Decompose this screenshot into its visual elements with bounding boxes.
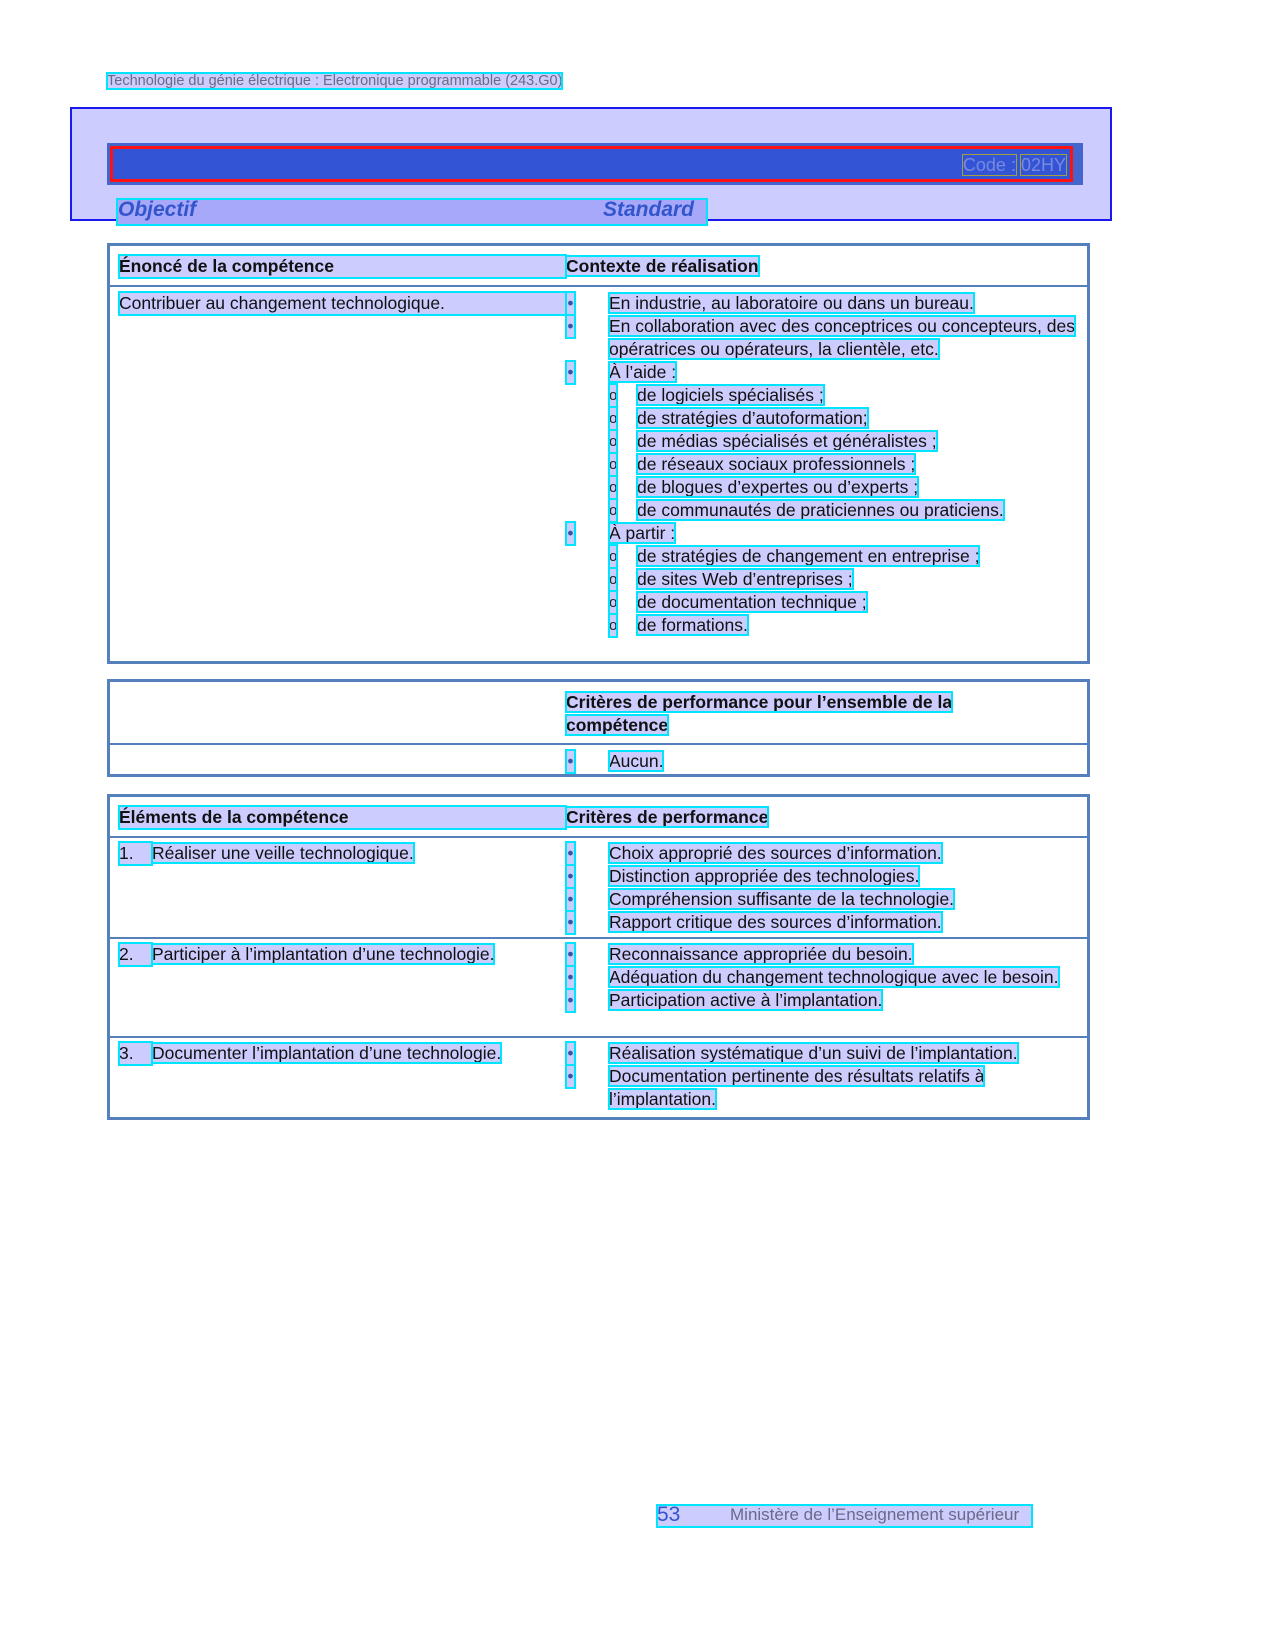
sub-list-item-text: de logiciels spécialisés ; (637, 385, 824, 405)
bullet-icon: • (567, 362, 574, 382)
table-row (110, 939, 1087, 1038)
running-header: Technologie du génie électrique : Électronique programmable (243.G0) (107, 73, 563, 89)
sub-list-item (566, 430, 1087, 453)
element-cell (119, 842, 579, 865)
elements-table (107, 794, 1090, 1120)
list-item: • Aucun. (567, 751, 664, 771)
bullet-icon: • (567, 843, 574, 863)
standard-heading: Standard (603, 198, 695, 221)
element-number: 1. (119, 842, 152, 865)
section-headings (118, 200, 706, 224)
circle-bullet-icon: o (609, 407, 617, 430)
list-item (566, 1065, 1087, 1111)
list-item (566, 522, 1087, 545)
bullet-icon: • (567, 889, 574, 909)
code-label: Code : (962, 155, 1016, 175)
sub-list-item-text: de médias spécialisés et généralistes ; (637, 431, 937, 451)
list-item-text: En collaboration avec des conceptrices ou concepteurs, des opératrices ou opérateurs, la clientèle, etc. (609, 316, 1075, 359)
list-item (566, 1042, 1087, 1065)
sub-list-item-text: de communautés de praticiennes ou praticiens. (637, 500, 1004, 520)
bullet-icon: • (567, 866, 574, 886)
circle-bullet-icon: o (609, 476, 617, 499)
sub-list-item (566, 545, 1087, 568)
circle-bullet-icon: o (609, 614, 617, 637)
bullet-icon: • (567, 293, 574, 313)
list-item (566, 842, 1087, 865)
sub-list-item-text: de blogues d’expertes ou d’experts ; (637, 477, 919, 497)
sub-list-item (566, 407, 1087, 430)
list-item (566, 292, 1087, 315)
page-number: 53 (657, 1503, 681, 1526)
bullet-icon: • (567, 316, 574, 336)
table-row (110, 838, 1087, 939)
circle-bullet-icon: o (609, 568, 617, 591)
list-item (566, 966, 1087, 989)
sub-list-item-text: de sites Web d’entreprises ; (637, 569, 853, 589)
overall-criteria-header: Critères de performance pour l’ensemble de la compétence (566, 692, 953, 735)
criteria-list (566, 1042, 1087, 1111)
bullet-icon: • (567, 912, 574, 932)
list-item-text: À partir : (609, 523, 676, 543)
sub-list-item (566, 453, 1087, 476)
criteria-list (566, 943, 1087, 1012)
element-text: Documenter l’implantation d’une technologie. (152, 1043, 502, 1063)
circle-bullet-icon: o (609, 591, 617, 614)
sub-list-item (566, 591, 1087, 614)
list-item-text: À l’aide : (609, 362, 677, 382)
criterion-text: Adéquation du changement technologique avec le besoin. (609, 967, 1059, 987)
criterion-text: Distinction appropriée des technologies. (609, 866, 920, 886)
element-number: 3. (119, 1042, 152, 1065)
criterion-text: Choix approprié des sources d’information. (609, 843, 942, 863)
element-text: Réaliser une veille technologique. (152, 843, 414, 863)
criteria-header: Critères de performance (566, 807, 769, 827)
sub-list-item (566, 499, 1087, 522)
context-header: Contexte de réalisation (566, 256, 759, 276)
criterion-text: Participation active à l’implantation. (609, 990, 883, 1010)
sub-list-item (566, 476, 1087, 499)
sub-list-item (566, 614, 1087, 637)
sub-list-item-text: de stratégies de changement en entreprise ; (637, 546, 980, 566)
footer (657, 1505, 1032, 1527)
overall-criteria-table (107, 679, 1090, 777)
competency-code (963, 155, 1066, 176)
table-row (110, 1038, 1087, 1114)
element-cell (119, 1042, 579, 1065)
circle-bullet-icon: o (609, 545, 617, 568)
criterion-text: Rapport critique des sources d’information. (609, 912, 942, 932)
criterion-text: Reconnaissance appropriée du besoin. (609, 944, 913, 964)
element-text: Participer à l’implantation d’une technologie. (152, 944, 495, 964)
criterion-text: Documentation pertinente des résultats relatifs à l’implantation. (609, 1066, 985, 1109)
list-item (566, 315, 1087, 361)
bullet-icon: • (567, 523, 574, 543)
objectif-heading: Objectif (118, 198, 197, 221)
code-value: 02HY (1020, 155, 1066, 175)
competency-statement: Contribuer au changement technologique. (119, 292, 566, 315)
bullet-icon: • (567, 751, 574, 771)
list-item (566, 888, 1087, 911)
list-item (566, 989, 1087, 1012)
criterion-text: Compréhension suffisante de la technologie. (609, 889, 955, 909)
bullet-icon: • (567, 990, 574, 1010)
context-list (566, 292, 1087, 637)
sub-list-item (566, 568, 1087, 591)
code-bar (107, 143, 1083, 185)
circle-bullet-icon: o (609, 430, 617, 453)
sub-list-item-text: de réseaux sociaux professionnels ; (637, 454, 916, 474)
bullet-icon: • (567, 1043, 574, 1063)
ministry-name: Ministère de l’Enseignement supérieur (730, 1505, 1020, 1524)
list-item (566, 361, 1087, 384)
list-item (566, 911, 1087, 934)
bullet-icon: • (567, 944, 574, 964)
bullet-icon: • (567, 967, 574, 987)
elements-header: Éléments de la compétence (119, 806, 566, 829)
statement-header: Énoncé de la compétence (119, 255, 566, 278)
criterion-text: Réalisation systématique d’un suivi de l’implantation. (609, 1043, 1018, 1063)
sub-list-item-text: de documentation technique ; (637, 592, 867, 612)
context-table (107, 243, 1090, 664)
sub-list-item-text: de stratégies d’autoformation; (637, 408, 868, 428)
sub-list-item (566, 384, 1087, 407)
bullet-icon: • (567, 1066, 574, 1086)
list-item (566, 865, 1087, 888)
element-number: 2. (119, 943, 152, 966)
list-item (566, 943, 1087, 966)
element-cell (119, 943, 579, 966)
circle-bullet-icon: o (609, 499, 617, 522)
criteria-list (566, 842, 1087, 934)
sub-list-item-text: de formations. (637, 615, 748, 635)
list-item-text: En industrie, au laboratoire ou dans un bureau. (609, 293, 974, 313)
circle-bullet-icon: o (609, 384, 617, 407)
circle-bullet-icon: o (609, 453, 617, 476)
